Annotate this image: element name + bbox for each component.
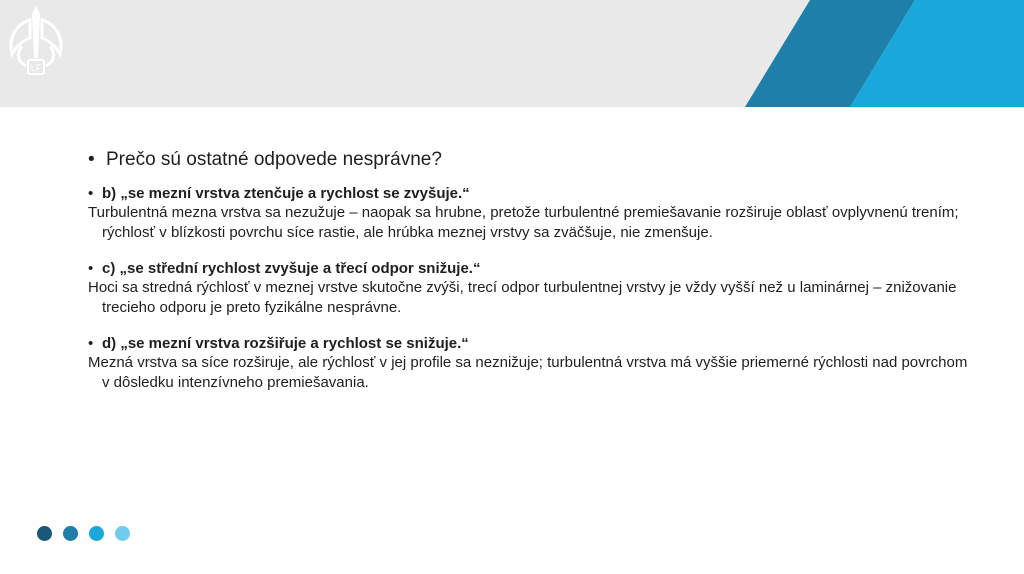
answer-b-explanation: Turbulentná mezna vrstva sa nezužuje – naopak sa hrubne, pretože turbulentné premiešavanie rozširuje oblasť ovplyvnenú trením; rýchlosť v blízkosti povrchu síce rastie, ale hrúbka meznej vrstvy sa zväčšuje, nie zmenšuje. xyxy=(88,204,959,241)
dot-2 xyxy=(63,526,78,541)
dot-3 xyxy=(89,526,104,541)
dot-4 xyxy=(115,526,130,541)
logo-text: LF xyxy=(30,63,42,73)
answer-c-heading: • c) „se střední rychlost zvyšuje a třecí odpor snižuje.“ xyxy=(88,259,978,278)
answer-d-explanation: Mezná vrstva sa síce rozširuje, ale rýchlosť v jej profile sa neznižuje; turbulentná vrstva má vyššie priemerné rýchlosti nad povrchom v dôsledku intenzívneho premiešavania. xyxy=(88,354,968,391)
answer-c-explanation: Hoci sa stredná rýchlosť v meznej vrstve skutočne zvýši, trecí odpor turbulentnej vrstvy je vždy vyšší než u laminárnej – znižovanie trecieho odporu je preto fyzikálne nesprávne. xyxy=(88,279,957,316)
header-band xyxy=(0,0,1024,107)
answer-b-heading: • b) „se mezní vrstva ztenčuje a rychlost se zvyšuje.“ xyxy=(88,184,978,203)
header-stripes xyxy=(0,0,1024,107)
dot-1 xyxy=(37,526,52,541)
answer-d-heading: • d) „se mezní vrstva rozšiřuje a rychlost se snižuje.“ xyxy=(88,334,978,353)
slide-content xyxy=(88,148,978,409)
intro-question: • Prečo sú ostatné odpovede nesprávne? xyxy=(88,148,978,172)
faculty-logo-icon xyxy=(0,0,72,80)
